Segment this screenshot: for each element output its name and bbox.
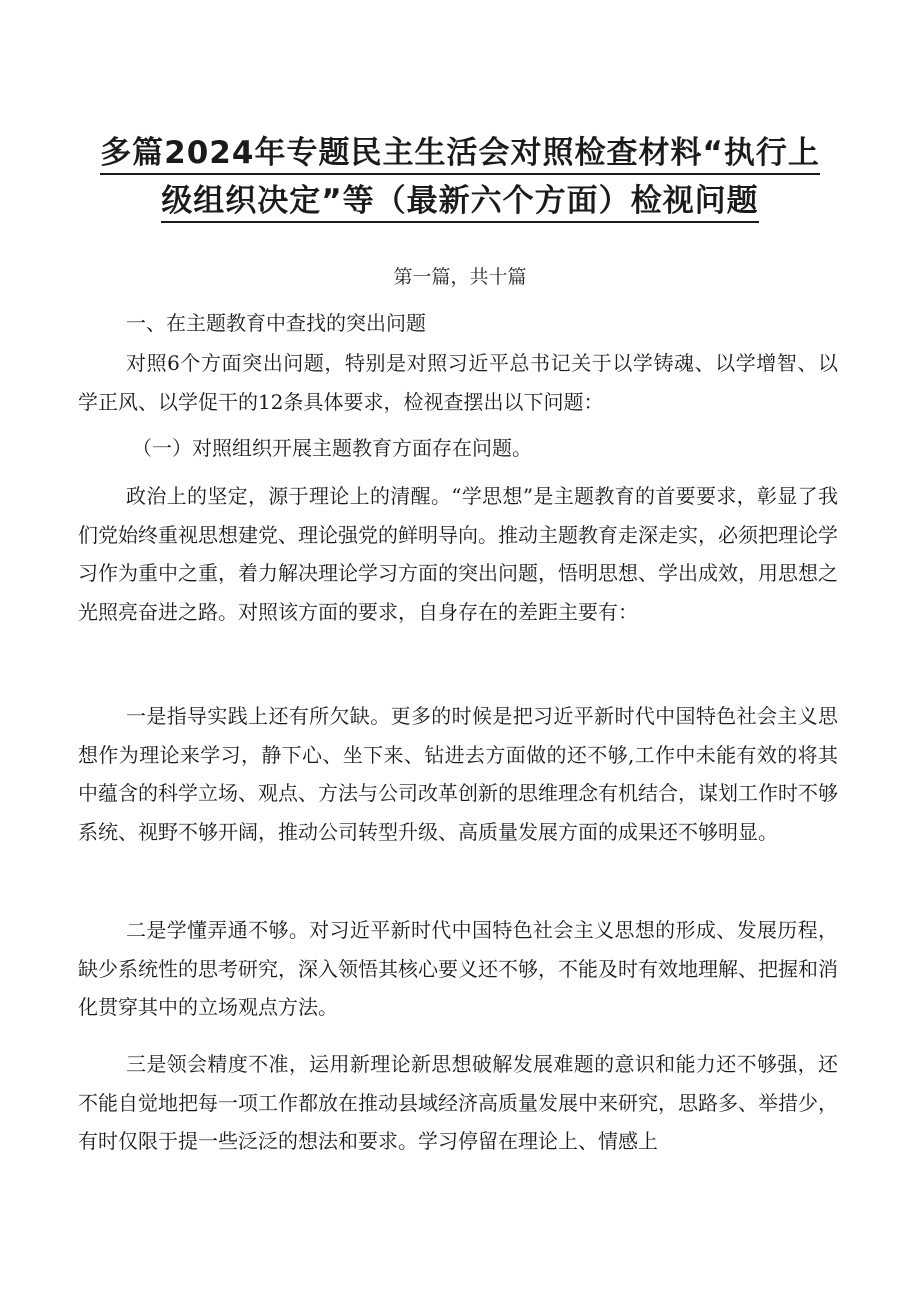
body-paragraph: 一是指导实践上还有所欠缺。更多的时候是把习近平新时代中国特色社会主义思想作为理论来学习，静下心、坐下来、钻进去方面做的还不够,工作中未能有效的将其中蕴含的科学立场、观点、方法与公司改革创新的思维理念有机结合，谋划工作时不够系统、视野不够开阔，推动公司转型升级、高质量发展方面的成果还不够明显。 [78,704,838,844]
subsection-heading: （一）对照组织开展主题教育方面存在问题。 [132,436,532,460]
section-heading: 一、在主题教育中查找的突出问题 [126,311,426,335]
document-subtitle: 第一篇，共十篇 [393,266,527,288]
body-paragraph: 政治上的坚定，源于理论上的清醒。“学思想”是主题教育的首要要求，彰显了我们党始终重视思想建党、理论强党的鲜明导向。推动主题教育走深走实，必须把理论学习作为重中之重，着力解决理论学习方面的突出问题，悟明思想、学出成效，用思想之光照亮奋进之路。对照该方面的要求，自身存在的差距主要有： [78,484,838,624]
body-paragraph: 三是领会精度不准，运用新理论新思想破解发展难题的意识和能力还不够强，还不能自觉地把每一项工作都放在推动县域经济高质量发展中来研究，思路多、举措少，有时仅限于提一些泛泛的想法和要求。学习停留在理论上、情感上 [78,1052,838,1153]
document-title-text: 多篇2024年专题民主生活会对照检查材料“执行上级组织决定”等（最新六个方面）检视问题 [100,135,820,223]
body-paragraph: 二是学懂弄通不够。对习近平新时代中国特色社会主义思想的形成、发展历程，缺少系统性的思考研究，深入领悟其核心要义还不够，不能及时有效地理解、把握和消化贯穿其中的立场观点方法。 [78,918,838,1019]
document-title [90,129,830,225]
intro-paragraph: 对照6个方面突出问题，特别是对照习近平总书记关于以学铸魂、以学增智、以学正风、以学促干的12条具体要求，检视查摆出以下问题： [78,351,838,414]
